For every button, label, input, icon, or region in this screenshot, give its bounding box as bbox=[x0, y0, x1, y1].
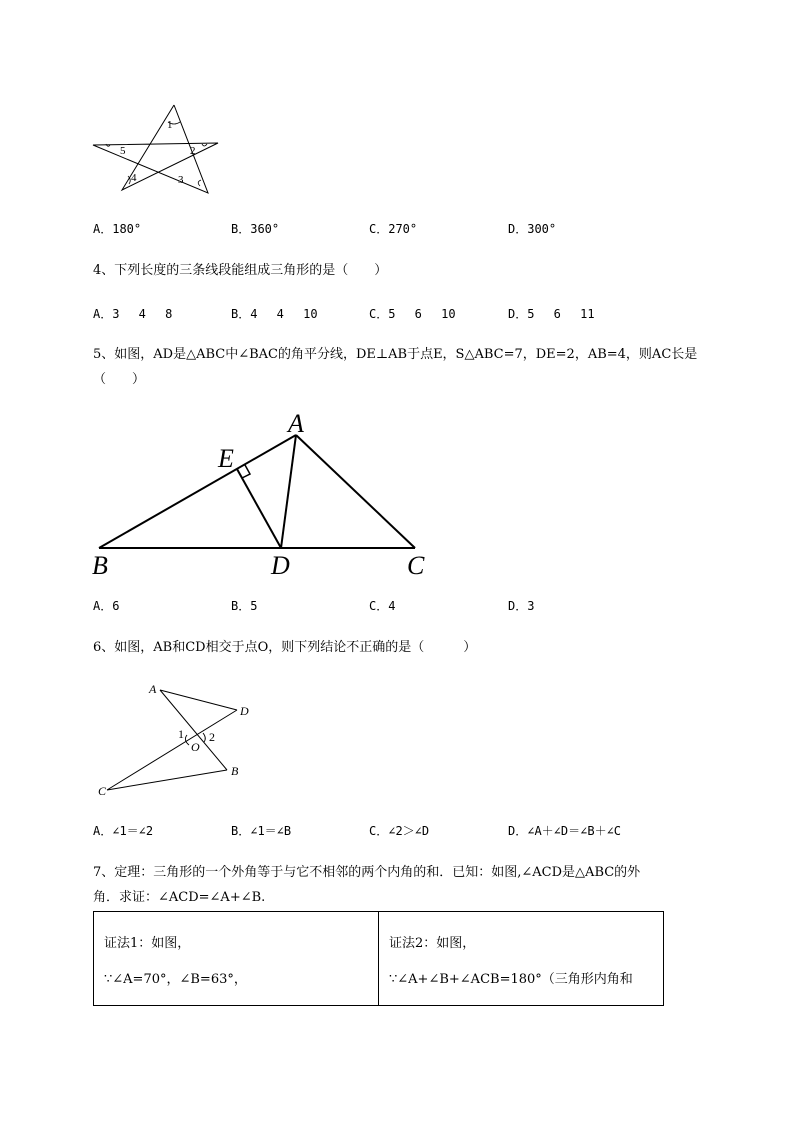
q5-option-a[interactable]: A．6 bbox=[93, 599, 120, 613]
label-b: B bbox=[92, 551, 108, 580]
label-e: E bbox=[218, 444, 234, 473]
label-a: A bbox=[149, 682, 157, 696]
q3-option-b[interactable]: B．360° bbox=[231, 222, 280, 236]
q3-option-a[interactable]: A．180° bbox=[93, 222, 142, 236]
star-label-1: 1 bbox=[167, 119, 173, 131]
q6-option-a[interactable]: A．∠1＝∠2 bbox=[93, 824, 154, 838]
proof2-line: ∵∠A+∠B+∠ACB=180°（三角形内角和 bbox=[389, 972, 633, 987]
proof-method-2 bbox=[379, 912, 664, 1006]
q5-option-d[interactable]: D．3 bbox=[508, 599, 535, 613]
q7-stem-line2: 角．求证：∠ACD=∠A+∠B. bbox=[93, 890, 266, 905]
proof1-title: 证法1：如图， bbox=[104, 936, 191, 951]
star-label-3: 3 bbox=[178, 174, 184, 186]
q7-stem-line1: 7、定理：三角形的一个外角等于与它不相邻的两个内角的和．已知：如图,∠ACD是△ABC的外 bbox=[93, 865, 641, 880]
label-d: D bbox=[271, 551, 290, 580]
q5-stem-line2: （ ） bbox=[93, 372, 146, 387]
q3-option-c[interactable]: C．270° bbox=[369, 222, 418, 236]
proof2-title: 证法2：如图， bbox=[389, 936, 476, 951]
label-o: O bbox=[191, 740, 200, 754]
q4-option-c[interactable]: C．5 6 10 bbox=[369, 307, 456, 321]
segment-ab bbox=[160, 690, 227, 770]
q5-option-c[interactable]: C．4 bbox=[369, 599, 396, 613]
q4-option-d[interactable]: D．5 6 11 bbox=[508, 307, 595, 321]
q3-option-d[interactable]: D．300° bbox=[508, 222, 557, 236]
q6-option-d[interactable]: D．∠A＋∠D＝∠B＋∠C bbox=[508, 824, 622, 838]
angle-arc-2 bbox=[203, 733, 205, 742]
star-label-4: 4 bbox=[131, 172, 137, 184]
angle-arc-3 bbox=[198, 180, 201, 186]
q4-stem: 4、下列长度的三条线段能组成三角形的是（ ） bbox=[93, 263, 388, 278]
label-a: A bbox=[288, 409, 304, 438]
q6-stem: 6、如图，AB和CD相交于点O，则下列结论不正确的是（ ） bbox=[93, 640, 477, 655]
proof-method-1 bbox=[94, 912, 379, 1006]
q5-stem-line1: 5、如图，AD是△ABC中∠BAC的角平分线，DE⊥AB于点E，S△ABC=7，DE=2，AB=4，则AC长是 bbox=[93, 347, 698, 362]
label-d: D bbox=[240, 704, 249, 718]
label-b: B bbox=[231, 764, 239, 778]
segment-cd bbox=[107, 710, 237, 790]
q5-option-b[interactable]: B．5 bbox=[231, 599, 258, 613]
label-1: 1 bbox=[178, 727, 184, 741]
label-c: C bbox=[407, 551, 425, 580]
proof-table bbox=[93, 911, 664, 1006]
label-2: 2 bbox=[209, 730, 215, 744]
segment-ba bbox=[99, 435, 296, 548]
label-c: C bbox=[98, 784, 107, 798]
segment-de bbox=[237, 469, 281, 548]
segment-ad bbox=[160, 690, 237, 710]
segment-ad bbox=[281, 435, 296, 548]
triangle-abc-figure bbox=[88, 405, 433, 583]
q6-option-c[interactable]: C．∠2＞∠D bbox=[369, 824, 430, 838]
proof1-line: ∵∠A=70°，∠B=63°， bbox=[104, 972, 247, 987]
angle-arc-2 bbox=[202, 144, 207, 146]
q4-option-b[interactable]: B．4 4 10 bbox=[231, 307, 318, 321]
star-outline bbox=[93, 105, 218, 193]
intersecting-lines-figure bbox=[95, 680, 255, 800]
star-figure bbox=[88, 100, 224, 195]
segment-ac bbox=[296, 435, 415, 548]
q6-option-b[interactable]: B．∠1＝∠B bbox=[231, 824, 292, 838]
q4-option-a[interactable]: A．3 4 8 bbox=[93, 307, 173, 321]
star-label-5: 5 bbox=[120, 145, 126, 157]
segment-cb bbox=[107, 770, 227, 790]
star-label-2: 2 bbox=[190, 145, 196, 157]
right-angle-mark bbox=[242, 465, 250, 478]
